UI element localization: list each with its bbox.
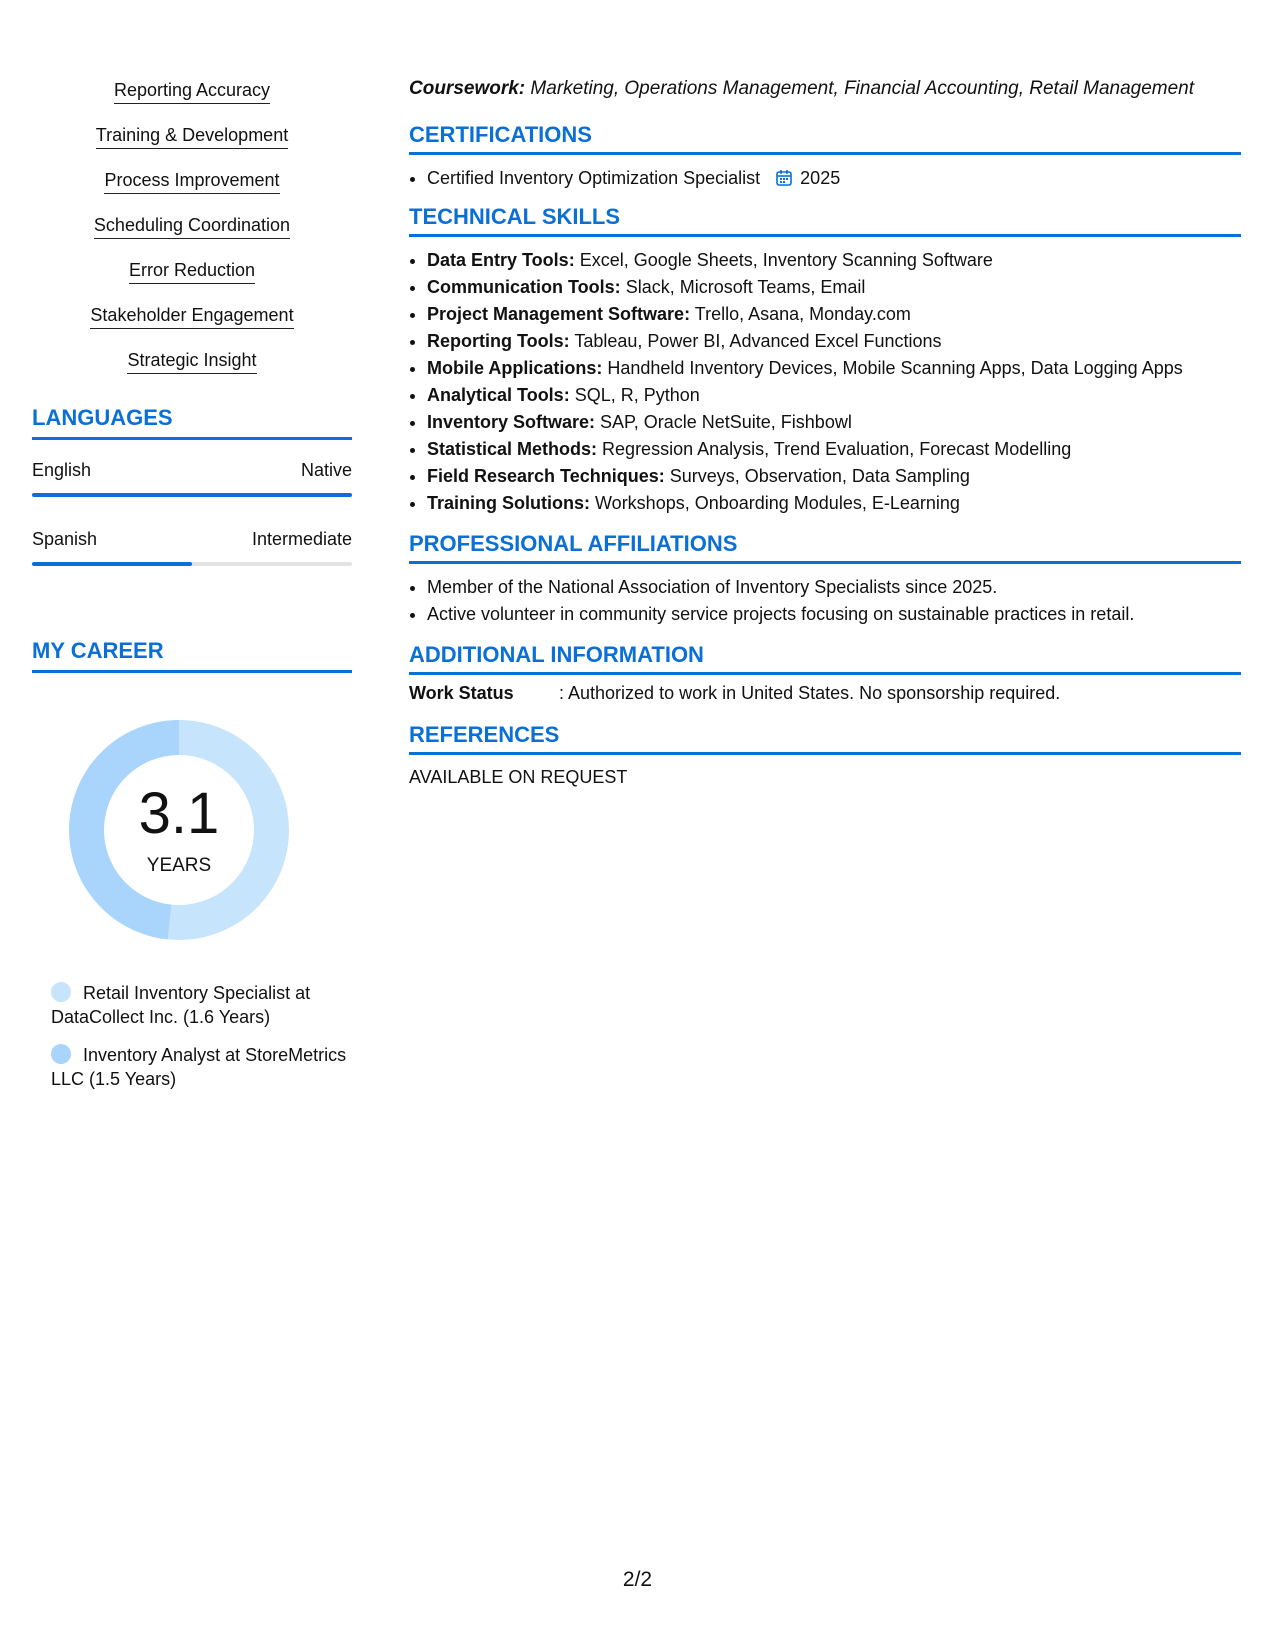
list-item: • Active volunteer in community service projects focusing on sustainable practices in retail. <box>427 601 1241 628</box>
language-level: Native <box>300 460 352 480</box>
list-item <box>427 301 1241 328</box>
coursework-text: Marketing, Operations Management, Financial Accounting, Retail Management <box>530 78 1195 99</box>
list-item <box>427 165 1241 192</box>
sidebar <box>32 80 352 1105</box>
list-item <box>427 274 1241 301</box>
language-bar <box>32 562 352 566</box>
language-name: English <box>32 460 92 480</box>
skill-value: Handheld Inventory Devices, Mobile Scanning Apps, Data Logging Apps <box>607 358 1183 378</box>
coursework-line <box>409 78 1241 100</box>
skill-value: Slack, Microsoft Teams, Email <box>625 277 866 297</box>
work-status-row <box>409 683 1241 704</box>
skill-label: Communication Tools: <box>427 277 621 297</box>
legend-dot-icon <box>51 982 71 1002</box>
skill-value: Surveys, Observation, Data Sampling <box>669 466 970 486</box>
certification-year: 2025 <box>800 168 841 188</box>
affiliations-list <box>409 574 1241 628</box>
references-heading: REFERENCES <box>409 722 1241 755</box>
skill-value: Trello, Asana, Monday.com <box>694 304 911 324</box>
skill-label: Training Solutions: <box>427 493 590 513</box>
work-status-value: : Authorized to work in United States. No sponsorship required. <box>559 683 1061 703</box>
list-item <box>427 328 1241 355</box>
list-item <box>427 463 1241 490</box>
skill-value: Workshops, Onboarding Modules, E-Learning <box>595 493 960 513</box>
list-item <box>427 247 1241 274</box>
language-bar-fill <box>32 562 192 566</box>
affiliations-heading: PROFESSIONAL AFFILIATIONS <box>409 531 1241 564</box>
list-item <box>32 80 352 104</box>
list-item <box>427 382 1241 409</box>
skill-tag: Reporting Accuracy <box>114 80 270 104</box>
career-total-years: 3.1 <box>138 781 220 846</box>
skills-list <box>32 80 352 374</box>
certifications-heading: CERTIFICATIONS <box>409 122 1241 155</box>
skill-value: SQL, R, Python <box>574 385 700 405</box>
career-total-unit: YEARS <box>146 855 212 876</box>
calendar-icon <box>775 169 793 187</box>
page-number: 2/2 <box>622 1568 653 1591</box>
skill-tag: Stakeholder Engagement <box>90 305 293 329</box>
main-column <box>409 78 1241 788</box>
list-item <box>32 260 352 284</box>
legend-label: Inventory Analyst at StoreMetrics LLC (1.5 Years) <box>51 1045 347 1089</box>
skill-label: Inventory Software: <box>427 412 596 432</box>
skill-value: Excel, Google Sheets, Inventory Scanning Software <box>579 250 993 270</box>
language-spanish <box>32 529 352 566</box>
career-donut-chart <box>64 715 294 945</box>
language-english <box>32 460 352 497</box>
legend-item <box>51 981 351 1029</box>
skill-value: SAP, Oracle NetSuite, Fishbowl <box>600 412 852 432</box>
skill-label: Field Research Techniques: <box>427 466 665 486</box>
skill-label: Reporting Tools: <box>427 331 570 351</box>
skill-value: Regression Analysis, Trend Evaluation, Forecast Modelling <box>602 439 1072 459</box>
skill-tag: Training & Development <box>96 125 288 149</box>
languages-heading: LANGUAGES <box>32 405 352 440</box>
language-level: Intermediate <box>251 529 352 549</box>
skill-label: Project Management Software: <box>427 304 691 324</box>
skill-tag: Process Improvement <box>104 170 279 194</box>
legend-label: Retail Inventory Specialist at DataCollect Inc. (1.6 Years) <box>51 983 311 1027</box>
references-text: AVAILABLE ON REQUEST <box>409 767 628 787</box>
skill-label: Data Entry Tools: <box>427 250 575 270</box>
language-bar <box>32 493 352 497</box>
list-item <box>427 409 1241 436</box>
technical-skills-heading: TECHNICAL SKILLS <box>409 204 1241 237</box>
skill-tag: Error Reduction <box>129 260 255 284</box>
list-item <box>427 355 1241 382</box>
language-name: Spanish <box>32 529 98 549</box>
work-status-label: Work Status <box>409 683 514 703</box>
additional-info-heading: ADDITIONAL INFORMATION <box>409 642 1241 675</box>
skill-label: Mobile Applications: <box>427 358 603 378</box>
technical-skills-list <box>409 247 1241 517</box>
legend-dot-icon <box>51 1044 71 1064</box>
language-bar-fill <box>32 493 352 497</box>
list-item <box>32 305 352 329</box>
skill-value: Tableau, Power BI, Advanced Excel Functions <box>574 331 942 351</box>
list-item: • Member of the National Association of Inventory Specialists since 2025. <box>427 574 1241 601</box>
skill-label: Analytical Tools: <box>427 385 570 405</box>
certification-name: Certified Inventory Optimization Specialist <box>427 168 761 188</box>
list-item <box>32 215 352 239</box>
skill-label: Statistical Methods: <box>427 439 598 459</box>
coursework-label: Coursework: <box>409 78 526 99</box>
list-item <box>32 125 352 149</box>
career-heading: MY CAREER <box>32 638 352 673</box>
certifications-list <box>409 165 1241 192</box>
list-item <box>32 350 352 374</box>
list-item <box>427 490 1241 517</box>
skill-tag: Strategic Insight <box>127 350 256 374</box>
legend-item <box>51 1043 351 1091</box>
skill-tag: Scheduling Coordination <box>94 215 290 239</box>
list-item <box>427 436 1241 463</box>
list-item <box>32 170 352 194</box>
career-legend <box>51 981 351 1091</box>
